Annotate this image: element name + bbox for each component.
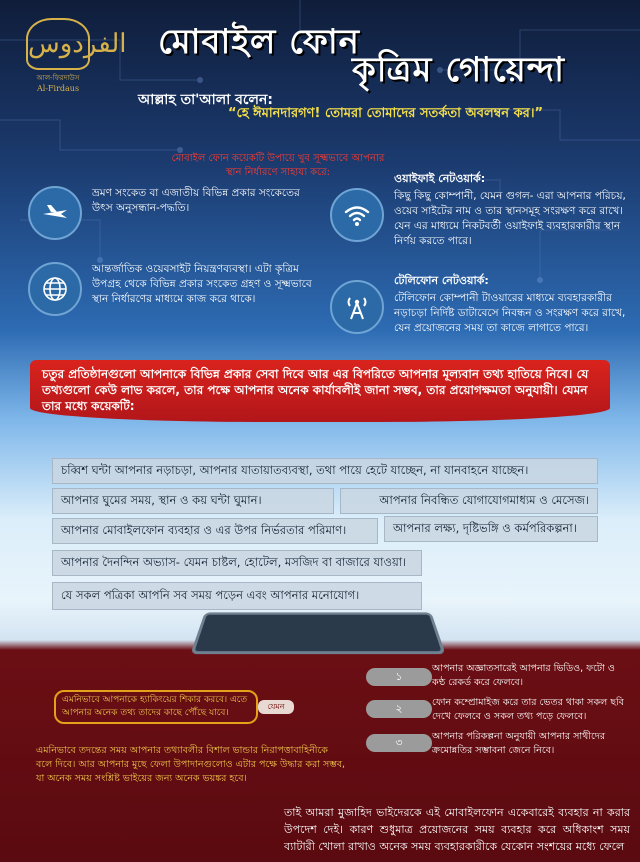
- info-banner-text: চতুর প্রতিষ্ঠানগুলো আপনাকে বিভিন্ন প্রকার সেবা দিবে আর এর বিপরিতে আপনার মূল্যবান তথ্য হাতিয়ে নিবে। যে তথ্যগুলো কেউ লাভ করলে, তার পক্ষে আপনার অনেক কার্যাবলীই জানা সম্ভব, তার প্রয়োগক্ষমতা অনুযায়ী। যেমন তার মধ্যে কয়েকটি:: [42, 367, 589, 413]
- phone-illustration: [190, 612, 445, 654]
- logo-subtitle-bn: আল-ফিরদাউস: [36, 74, 80, 82]
- feature-travel: [28, 186, 318, 240]
- example-tag: যেমন: [258, 700, 294, 714]
- feature-telephone-title: টেলিফোন নেটওয়ার্ক:: [394, 274, 489, 287]
- feature-web-text: আন্তর্জাতিক ওয়েবসাইট নিয়ন্ত্রণব্যবস্থা। এটা কৃত্রিম উপগ্রহ থেকে বিভিন্ন প্রকার সংকেত গ্রহণ ও সূক্ষ্মভাবে স্থান নির্ধারণের মাধ্যমে কাজ করে থাকে।: [92, 263, 312, 305]
- list-item-phone-usage: আপনার মোবাইলফোন ব্যবহার ও এর উপর নির্ভরতার পরিমাণ।: [52, 518, 378, 544]
- plane-icon: [28, 186, 82, 240]
- feature-telephone: [330, 272, 630, 336]
- list-item-sleep: আপনার ঘুমের সময়, স্থান ও কয় ঘন্টা ঘুমান।: [52, 488, 334, 514]
- numbered-text-1: আপনার অজ্ঞাতসারেই আপনার ভিডিও, ফটো ও কণ্ঠ রেকর্ড করে ফেলবে।: [432, 663, 615, 688]
- list-item-movement: চব্বিশ ঘন্টা আপনার নড়াচড়া, আপনার যাতায়াতব্যবস্থা, তথা পায়ে হেটে যাচ্ছেন, না যানবাহনে যাচ্ছেন।: [52, 458, 598, 484]
- globe-icon: [28, 262, 82, 316]
- wifi-icon: [330, 188, 384, 242]
- tower-icon: [330, 280, 384, 334]
- page-title-line2: কৃত্রিম গোয়েন্দা: [352, 50, 565, 90]
- number-badge-3: ৩: [366, 734, 432, 752]
- list-item-goals: আপনার লক্ষ্য, দৃষ্টিভঙ্গি ও কর্মপরিকল্পনা।: [384, 516, 598, 542]
- list-item-messages: আপনার নিবন্ধিত যোগাযোগমাধ্যম ও মেসেজ।: [340, 488, 598, 514]
- hacking-note: এমনিভাবে আপনাকে হ্যাকিংয়ের শিকার করবে। এতে আপনার অনেক তথ্য তাদের কাছে পৌঁছে যাবে।: [54, 690, 258, 724]
- feature-wifi-title: ওয়াইফাই নেটওয়ার্ক:: [394, 172, 486, 185]
- investigation-note: এমনিভাবে তদন্তের সময় আপনার তথ্যাবলীর বিশাল ভান্ডার নিরাপত্তাবাহিনীকে বলে দিবে। আর আপনার মুছে ফেলা উপাদানগুলোও এটার পক্ষে উদ্ধার করা সম্ভব, যা অনেক সময় সংশ্লিষ্ট ভাইয়ের জন্য অনেক ভয়ঙ্কর হবে।: [36, 745, 346, 784]
- list-item-habits: আপনার দৈনন্দিন অভ্যাস- যেমন চাষ্টল, হোটেল, মসজিদ বা বাজারে যাওয়া।: [52, 550, 422, 576]
- quote-text: “হে ঈমানদারগণ! তোমরা তোমাদের সতর্কতা অবলম্বন কর।”: [228, 106, 544, 121]
- feature-wifi: [330, 170, 630, 249]
- feature-travel-text: ভ্রমণ সংকেত বা এজাতীয় বিভিন্ন প্রকার সংকেতের উৎস অনুসন্ধান-পদ্ধতি।: [92, 187, 300, 214]
- feature-telephone-text: টেলিফোন কোম্পানী টাওয়ারের মাধ্যমে ব্যবহারকারীর নড়াচড়া নির্দিষ্ট ডাটাবেসে নিবন্ধন ও সংরক্ষণ করে রাখে, যেন প্রয়োজনের সময় তা কাজে লাগাতে পারে।: [394, 292, 626, 334]
- number-badge-1: ১: [366, 668, 432, 686]
- conclusion-text: তাই আমরা মুজাহিদ ভাইদেরকে এই মোবাইলফোন একেবারেই ব্যবহার না করার উপদেশ দেই। কারণ শুধুমাত্র প্রয়োজনের সময় ব্যবহার করে অধিকাংশ সময় ব্যাটারী খোলা রাখাও অনেক সময় ব্যবহারকারীকে যেকোন সংশয়ের মধ্যে ফেলে: [284, 806, 630, 853]
- page-title-line1: মোবাইল ফোন: [158, 22, 360, 62]
- feature-web: [28, 262, 318, 316]
- numbered-text-3: আপনার পরিকল্পনা অনুযায়ী আপনার সাথীদের ক্রমোন্নতির সম্ভাবনা জেনে নিবে।: [432, 731, 606, 756]
- list-item-reading: যে সকল পত্রিকা আপনি সব সময় পড়েন এবং আপনার মনোযোগ।: [52, 582, 422, 610]
- feature-wifi-text: কিছু কিছু কোম্পানী, যেমন গুগল- এরা আপনার পরিচয়, ওয়েব সাইটের নাম ও তার স্থানসমূহ সংরক্ষণ করে রাখে। যেন এর মাধ্যমে নিকটবর্তী ওয়াইফাই ব্যবহারকারীর স্থান নির্ণয় করতে পারে।: [394, 190, 626, 247]
- number-badge-2: ২: [366, 700, 432, 718]
- intro-heading: মোবাইল ফোন কয়েকটি উপায়ে খুব সূক্ষ্মভাবে আপনার স্থান নির্ধারণে সাহায্য করে:: [171, 153, 385, 178]
- logo-mark: الفردوس: [26, 18, 90, 70]
- logo-subtitle-en: Al-Firdaus: [36, 84, 80, 93]
- info-banner: [30, 360, 610, 422]
- quote-intro: আল্লাহ তা'আলা বলেন:: [138, 92, 273, 108]
- numbered-text-2: ফোন কম্প্রোমাইজ করে তার ভেতর থাকা সকল ছবি দেখে ফেলবে ও সকল তথ্য পড়ে ফেলবে।: [432, 697, 624, 722]
- brand-logo: [18, 18, 127, 93]
